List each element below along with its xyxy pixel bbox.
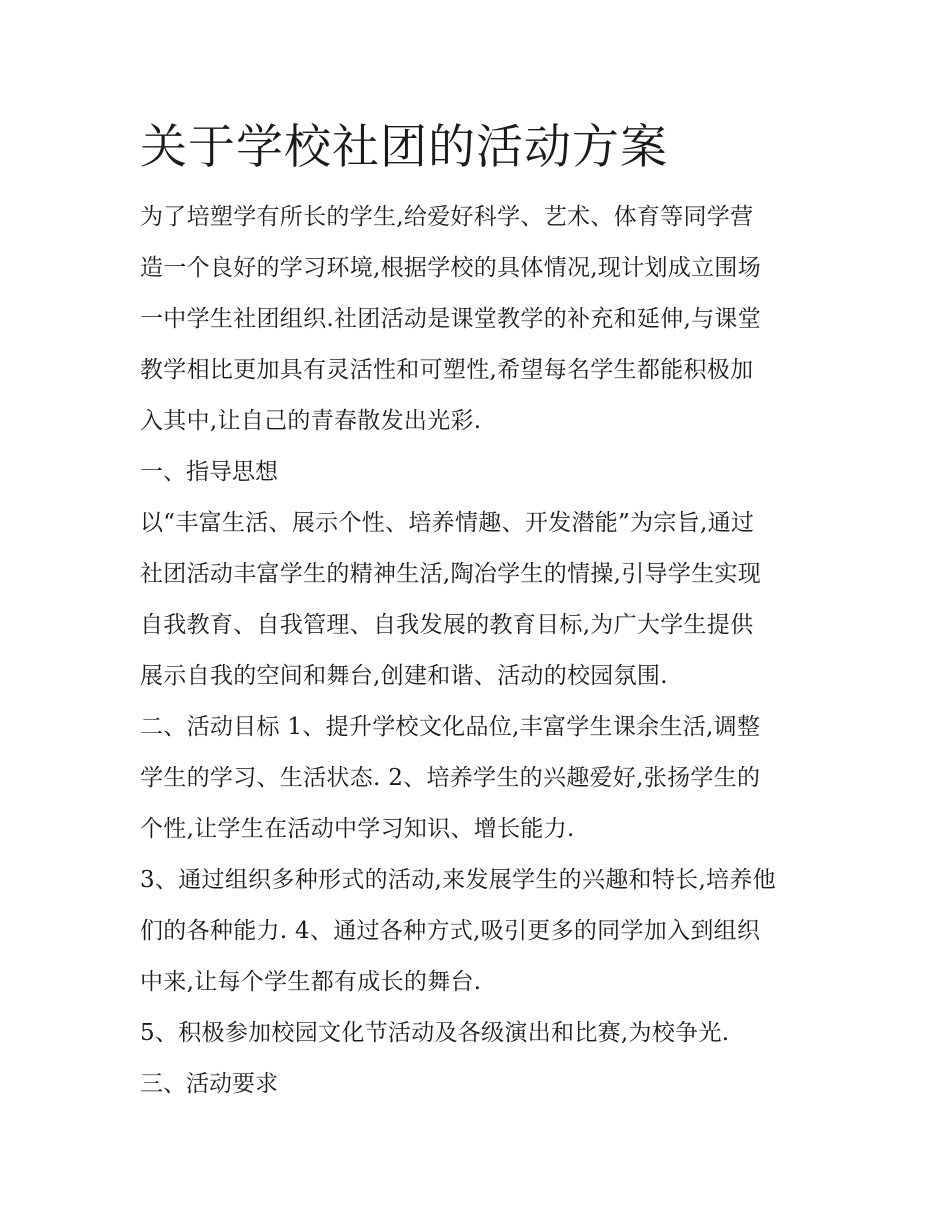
section-heading-activity-requirements: 三、活动要求 [140,1071,278,1097]
paragraph-line: 二、活动目标 1、提升学校文化品位,丰富学生课余生活,调整 [140,714,761,740]
paragraph-line: 展示自我的空间和舞台,创建和谐、活动的校园氛围. [140,663,668,689]
guiding-ideology-paragraph [140,498,815,702]
intro-paragraph [140,192,815,447]
intro-line: 造一个良好的学习环境,根据学校的具体情况,现计划成立围场 [140,255,762,281]
paragraph-line: 个性,让学生在活动中学习知识、增长能力. [140,816,575,842]
section-heading-guiding-ideology: 一、指导思想 [140,459,278,485]
document-title: 关于学校社团的活动方案 [140,120,668,175]
paragraph-line: 中来,让每个学生都有成长的舞台. [140,969,482,995]
intro-line: 入其中,让自己的青春散发出光彩. [140,408,482,434]
document-page [140,112,815,1110]
intro-line: 教学相比更加具有灵活性和可塑性,希望每名学生都能积极加 [140,357,754,383]
paragraph-line: 学生的学习、生活状态. 2、培养学生的兴趣爱好,张扬学生的 [140,765,761,791]
goal-5-paragraph [140,1008,815,1059]
paragraph-line: 自我教育、自我管理、自我发展的教育目标,为广大学生提供 [140,612,754,638]
activity-goals-paragraph [140,702,815,855]
paragraph-line: 以“丰富生活、展示个性、培养情趣、开发潜能”为宗旨,通过 [140,510,755,536]
paragraph-line: 3、通过组织多种形式的活动,来发展学生的兴趣和特长,培养他 [140,867,776,893]
intro-line: 为了培塑学有所长的学生,给爱好科学、艺术、体育等同学营 [140,204,754,230]
paragraph-line: 社团活动丰富学生的精神生活,陶冶学生的情操,引导学生实现 [140,561,762,587]
paragraph-line: 5、积极参加校园文化节活动及各级演出和比赛,为校争光. [140,1020,730,1046]
paragraph-line: 们的各种能力. 4、通过各种方式,吸引更多的同学加入到组织 [140,918,761,944]
goal-3-4-paragraph [140,855,815,1008]
intro-line: 一中学生社团组织.社团活动是课堂教学的补充和延伸,与课堂 [140,306,762,332]
